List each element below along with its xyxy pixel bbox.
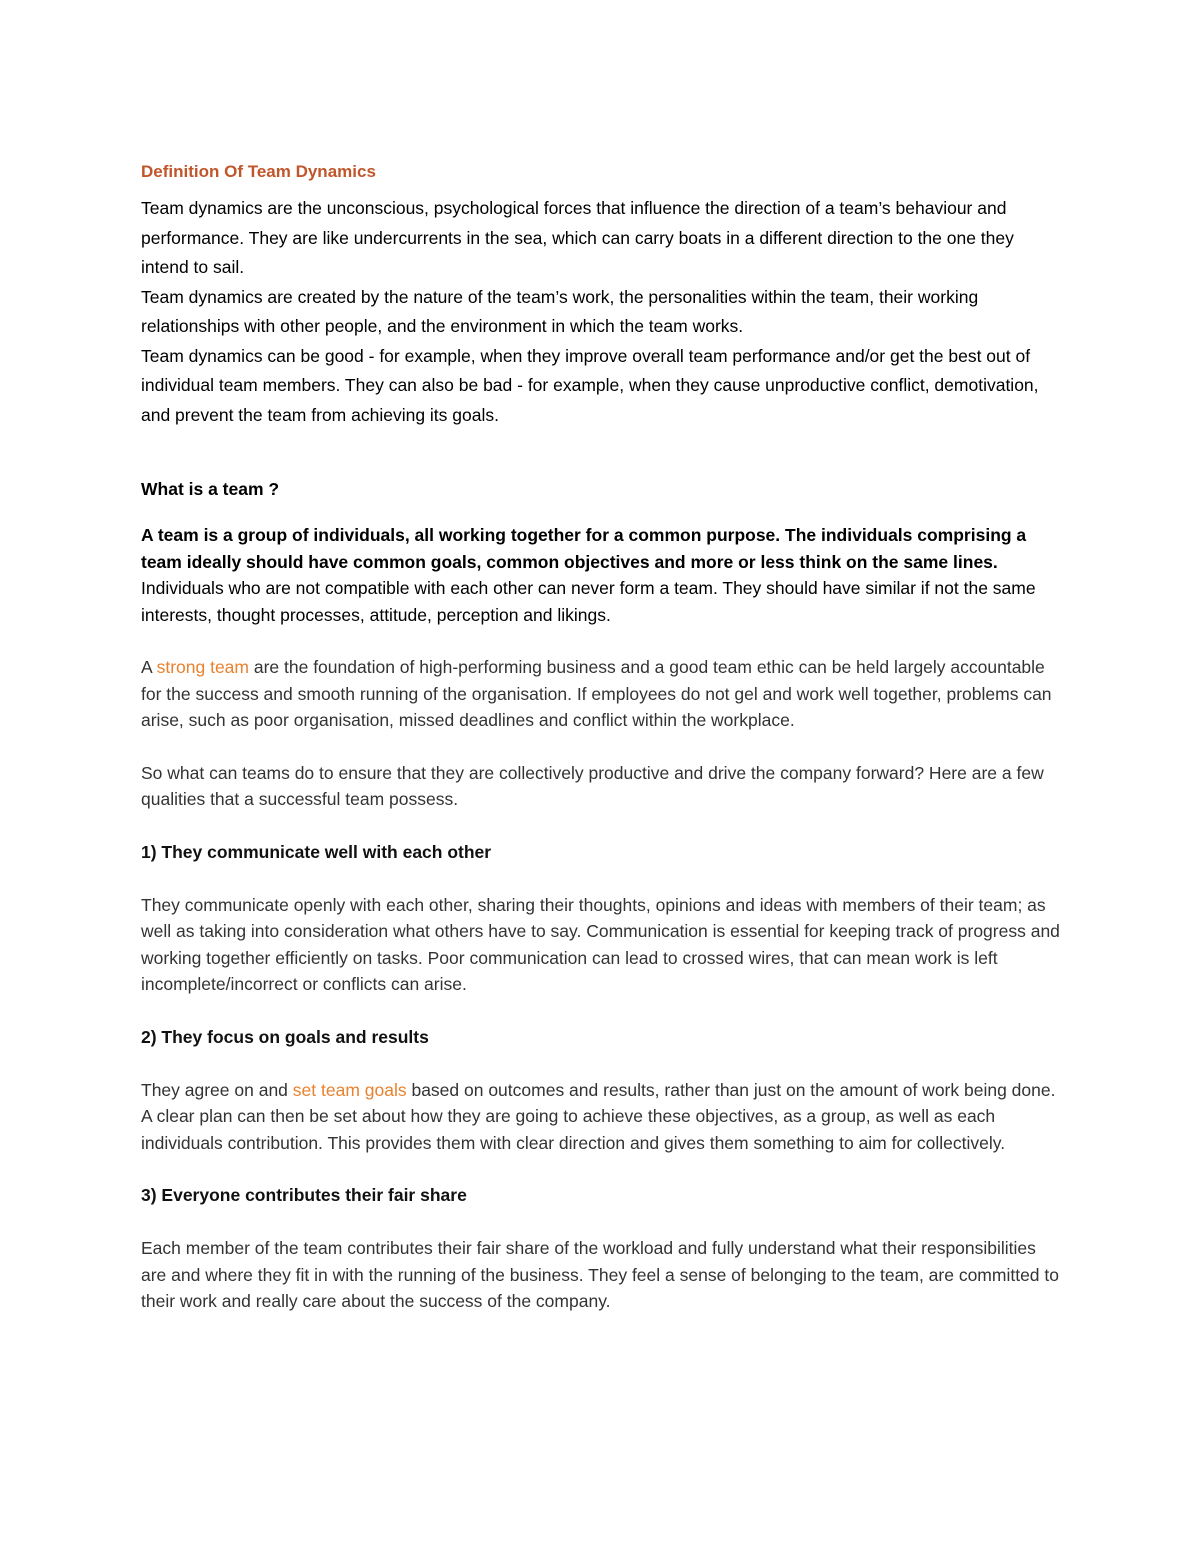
paragraph-intro-qualities: So what can teams do to ensure that they are collectively productive and drive the company forward? Here are a few qualities that a successful team possess. [141, 762, 1044, 809]
paragraph-definition-2: Team dynamics are created by the nature of the team’s work, the personalities within the team, their working relationships with other people, and the environment in which the team works. [141, 286, 979, 336]
set-team-goals-link[interactable]: set team goals [292, 1079, 407, 1100]
quality-heading-3: 3) Everyone contributes their fair share [141, 1185, 467, 1205]
quality-text-2-prefix: They agree on and [141, 1079, 293, 1100]
strong-team-prefix: A [141, 657, 157, 677]
team-definition-rest: Individuals who are not compatible with each other can never form a team. They should have similar if not the same interests, thought processes, attitude, perception and likings. [141, 578, 1036, 625]
quality-text-3: Each member of the team contributes their fair share of the workload and fully understand what their responsibilities are and where they fit in with the running of the business. They feel a sense of belonging to the team, are committed to their work and really care about the success of the company. [141, 1238, 1059, 1311]
quality-text-1: They communicate openly with each other, sharing their thoughts, opinions and ideas with members of their team; as well as taking into consideration what others have to say. Communication is essential for keeping track of progress and working together efficiently on tasks. Poor communication can lead to crossed wires, that can mean work is left incomplete/incorrect or conflicts can arise. [141, 894, 1060, 994]
paragraph-strong-team [141, 654, 1066, 734]
quality-text-2-rest: based on outcomes and results, rather than just on the amount of work being done. A clear plan can then be set about how they are going to achieve these objectives, as a group, as well as each individuals contribution. This provides them with clear direction and gives them something to aim for collectively. [141, 1079, 1056, 1153]
section-heading-definition: Definition Of Team Dynamics [141, 162, 376, 181]
document-page [141, 158, 1066, 1341]
paragraph-team-definition [141, 522, 1066, 628]
team-definition-bold: A team is a group of individuals, all working together for a common purpose. The individuals comprising a team ideally should have common goals, common objectives and more or less think on the same lines. [141, 525, 1027, 572]
paragraph-definition-1: Team dynamics are the unconscious, psychological forces that influence the direction of a team’s behaviour and performance. They are like undercurrents in the sea, which can carry boats in a different direction to the one they intend to sail. [141, 198, 1014, 277]
strong-team-link[interactable]: strong team [156, 657, 249, 677]
quality-heading-2: 2) They focus on goals and results [141, 1026, 429, 1047]
section-spacer [141, 430, 1066, 476]
section-heading-what-is-team: What is a team ? [141, 479, 280, 499]
strong-team-rest: are the foundation of high-performing business and a good team ethic can be held largely accountable for the success and smooth running of the organisation. If employees do not gel and work well together, problems can arise, such as poor organisation, missed deadlines and conflict within the workplace. [141, 657, 1052, 730]
paragraph-definition-3: Team dynamics can be good - for example, when they improve overall team performance and/or get the best out of individual team members. They can also be bad - for example, when they cause unproductive conflict, demotivation, and prevent the team from achieving its goals. [141, 345, 1039, 425]
quality-text-2 [141, 1077, 1066, 1157]
quality-heading-1: 1) They communicate well with each other [141, 841, 492, 862]
